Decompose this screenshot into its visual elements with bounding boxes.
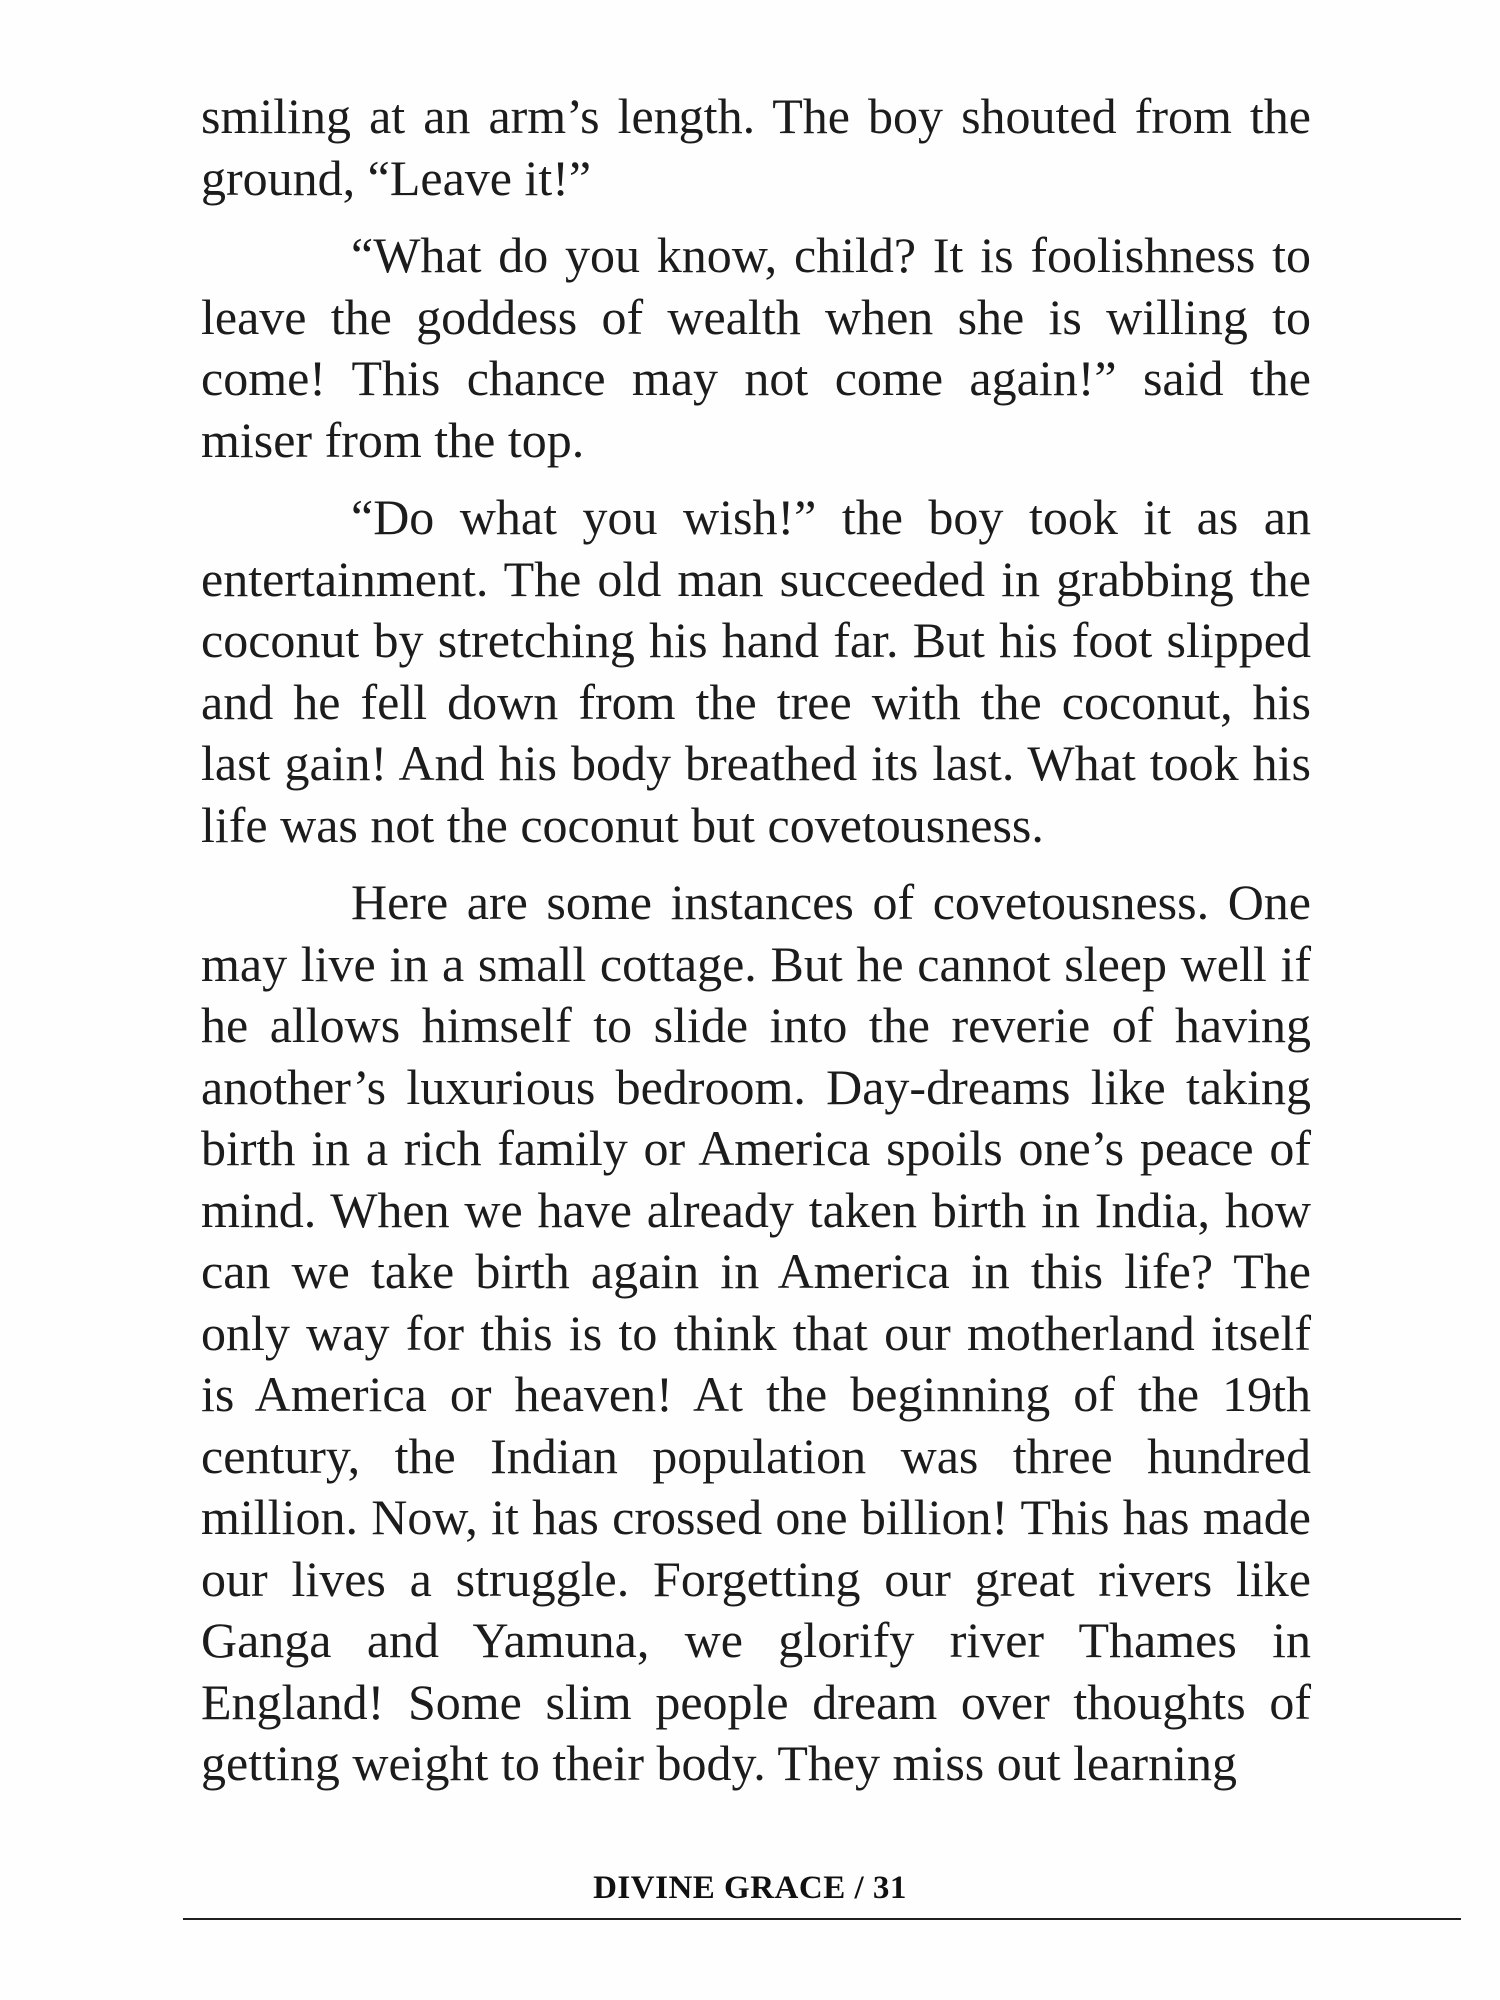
paragraph-continuation: smiling at an arm’s length. The boy shouted from the ground, “Leave it!” — [201, 88, 1311, 206]
paragraph-fall: “Do what you wish!” the boy took it as an entertainment. The old man succeeded in grabbing the coconut by stretching his hand far. But his foot slipped and he fell down from the tree with the coconut, his last gain! And his body breathed its last. What took his life was not the coconut but covetousness. — [201, 489, 1311, 853]
paragraph-covetousness-instances: Here are some instances of covetousness. One may live in a small cottage. But he cannot sleep well if he allows himself to slide into the reverie of having another’s luxurious bedroom. Day-dreams like taking birth in a rich family or America spoils one’s peace of mind. When we have already taken birth in India, how can we take birth again in America in this life? The only way for this is to think that our motherland itself is America or heaven! At the beginning of the 19th century, the Indian population was three hundred million. Now, it has crossed one billion! This has made our lives a struggle. Forgetting our great rivers like Ganga and Yamuna, we glorify river Thames in England! Some slim people dream over thoughts of getting weight to their body. They miss out learning — [201, 874, 1311, 1791]
page-body — [201, 86, 1311, 1811]
footer-running-title: DIVINE GRACE / 31 — [593, 1870, 907, 1906]
footer-rule — [183, 1918, 1461, 1920]
paragraph-miser-reply: “What do you know, child? It is foolishness to leave the goddess of wealth when she is willing to come! This chance may not come again!” said the miser from the top. — [201, 227, 1311, 468]
